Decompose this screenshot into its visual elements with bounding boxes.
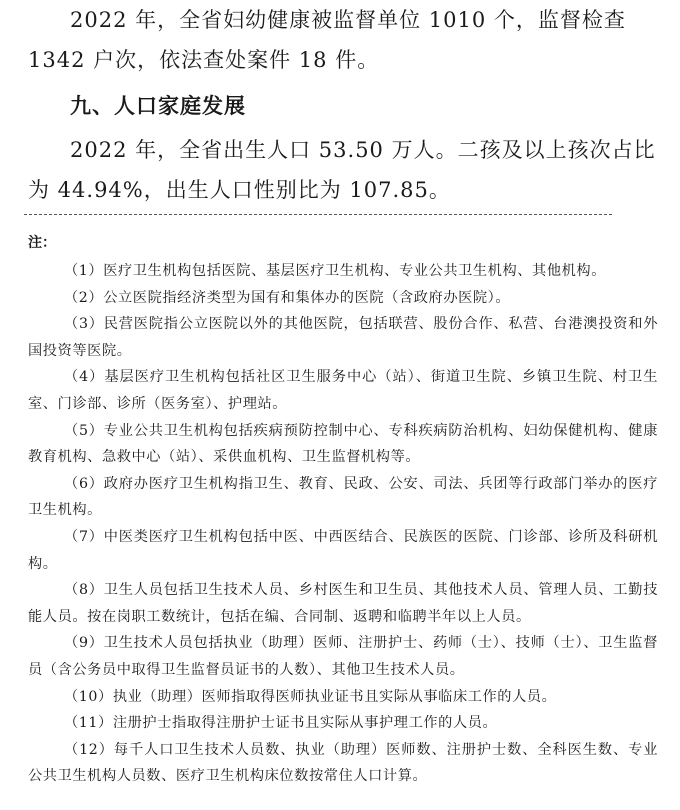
note-item-8: （8）卫生人员包括卫生技术人员、乡村医生和卫生员、其他技术人员、管理人员、工勤技能人员。按在岗职工数统计，包括在编、合同制、返聘和临聘半年以上人员。 (28, 582, 658, 625)
maternal-child-health-paragraph: 2022 年，全省妇幼健康被监督单位 1010 个，监督检查 1342 户次，依法查处案件 18 件。 (28, 8, 626, 72)
note-item-4: （4）基层医疗卫生机构包括社区卫生服务中心（站）、街道卫生院、乡镇卫生院、村卫生室、门诊部、诊所（医务室）、护理站。 (28, 369, 658, 412)
note-item-5: （5）专业公共卫生机构包括疾病预防控制中心、专科疾病防治机构、妇幼保健机构、健康教育机构、急救中心（站）、采供血机构、卫生监督机构等。 (28, 422, 658, 466)
note-item-6: （6）政府办医疗卫生机构指卫生、教育、民政、公安、司法、兵团等行政部门举办的医疗卫生机构。 (28, 475, 658, 519)
note-item-7: （7）中医类医疗卫生机构包括中医、中西医结合、民族医的医院、门诊部、诊所及科研机构。 (28, 528, 658, 572)
note-item-2: （2）公立医院指经济类型为国有和集体办的医院（含政府办医院）。 (64, 289, 511, 306)
note-item-9: （9）卫生技术人员包括执业（助理）医师、注册护士、药师（士）、技师（士）、卫生监督员（含公务员中取得卫生监督员证书的人数）、其他卫生技术人员。 (28, 635, 658, 678)
note-item-12: （12）每千人口卫生技术人员数、执业（助理）医师数、注册护士数、全科医生数、专业公共卫生机构人员数、医疗卫生机构床位数按常住人口计算。 (28, 741, 658, 785)
footnote-divider (24, 214, 612, 215)
birth-population-paragraph: 2022 年，全省出生人口 53.50 万人。二孩及以上孩次占比为 44.94%，出生人口性别比为 107.85。 (28, 138, 656, 202)
note-item-1: （1）医疗卫生机构包括医院、基层医疗卫生机构、专业公共卫生机构、其他机构。 (64, 263, 606, 279)
section-heading-population: 九、人口家庭发展 (70, 94, 246, 118)
note-item-11: （11）注册护士指取得注册护士证书且实际从事护理工作的人员。 (64, 715, 498, 732)
notes-label: 注： (28, 235, 56, 251)
notes-list (28, 258, 658, 790)
note-item-10: （10）执业（助理）医师指取得医师执业证书且实际从事临床工作的人员。 (64, 688, 557, 705)
note-item-3: （3）民营医院指公立医院以外的其他医院，包括联营、股份合作、私营、台港澳投资和外国投资等医院。 (28, 316, 658, 359)
